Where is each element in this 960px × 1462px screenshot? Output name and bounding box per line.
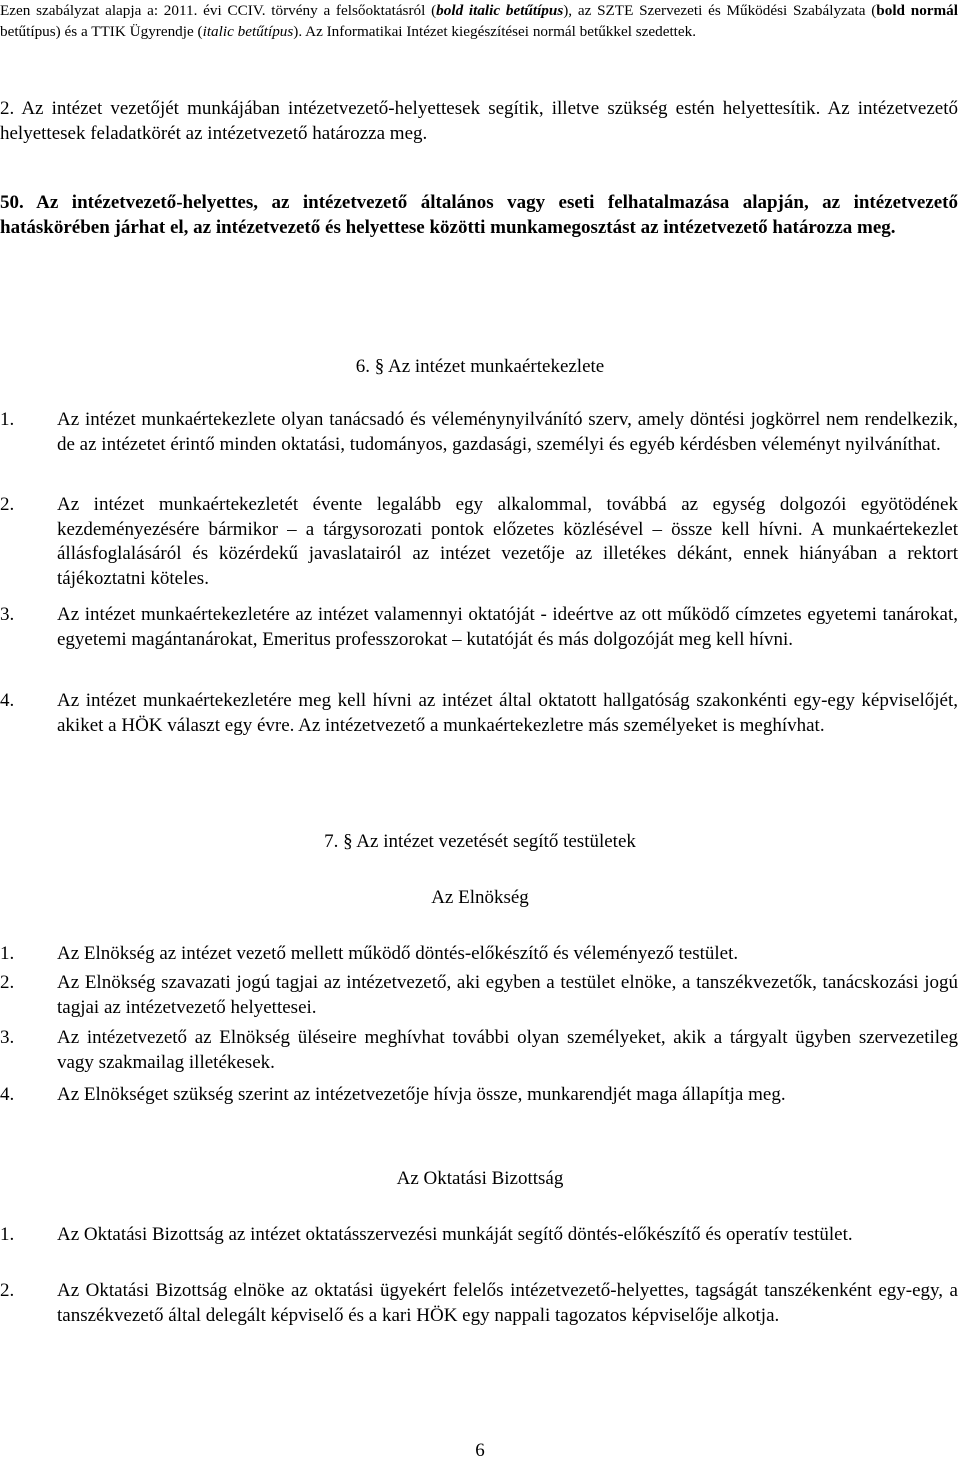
list-item bbox=[0, 1083, 958, 1108]
list-item bbox=[0, 603, 958, 652]
section-6-title: 6. § Az intézet munkaértekezlete bbox=[355, 356, 605, 377]
list-item bbox=[0, 689, 958, 738]
item-number: 1. bbox=[0, 1224, 15, 1245]
paragraph-2: 2. Az intézet vezetőjét munkájában intézetvezető-helyettesek segítik, illetve szükség estén helyettesítik. Az intézetvezető helyettesek feladatkörét az intézetvezető határozza meg. bbox=[0, 98, 958, 144]
item-text: Az Elnökséget szükség szerint az intézetvezetője hívja össze, munkarendjét maga állapítja meg. bbox=[57, 1084, 786, 1105]
paragraph-50: 50. Az intézetvezető-helyettes, az intézetvezető általános vagy eseti felhatalmazása alapján, az intézetvezető hatáskörében járhat el, az intézetvezető és helyettese közötti munkamegosztást az intézetvezető határozza meg. bbox=[0, 192, 958, 238]
list-item bbox=[0, 1223, 958, 1248]
item-number: 3. bbox=[0, 1027, 15, 1048]
item-number: 3. bbox=[0, 604, 15, 625]
item-text: Az intézet munkaértekezletére meg kell hívni az intézet által oktatott hallgatóság szakonkénti egy-egy képviselőjét, akiket a HÖK választ egy évre. Az intézetvezető a munkaértekezletre más személyeket is meghívhat. bbox=[57, 690, 958, 736]
item-text: Az intézetvezető az Elnökség üléseire meghívhat további olyan személyeket, akik a tárgyalt ügyben szervezetileg vagy szakmailag illetékesek. bbox=[57, 1027, 958, 1073]
item-text: Az intézet munkaértekezletét évente legalább egy alkalommal, továbbá az egység dolgozói egyötödének kezdeményezésére bármikor – a tárgysorozati pontok előzetes közlésével – össze kell hívni. A munkaértekezlet állásfoglalásáról és közérdekű javaslatairól az intézet vezetője az illetékes dékánt, ennek hiányában a rektort tájékoztatni köteles. bbox=[57, 494, 958, 589]
item-number: 4. bbox=[0, 690, 15, 711]
item-text: Az Elnökség szavazati jogú tagjai az intézetvezető, aki egyben a testület elnöke, a tanszékvezetők, tanácskozási jogú tagjai az intézetvezető helyettesei. bbox=[57, 972, 958, 1018]
page-header-note bbox=[0, 0, 958, 42]
header-text-1: Ezen szabályzat alapja a: 2011. évi CCIV. törvény a felsőoktatásról ( bbox=[0, 2, 437, 19]
item-number: 2. bbox=[0, 972, 15, 993]
list-item bbox=[0, 408, 958, 457]
item-text: Az Oktatási Bizottság az intézet oktatásszervezési munkáját segítő döntés-előkészítő és operatív testület. bbox=[57, 1224, 853, 1245]
list-item bbox=[0, 942, 958, 967]
item-number: 4. bbox=[0, 1084, 15, 1105]
item-text: Az intézet munkaértekezlete olyan tanácsadó és véleménynyilvánító szerv, amely döntési jogkörrel nem rendelkezik, de az intézetet érintő minden oktatási, tudományos, gazdasági, személyi és egyéb kérdésben véleményt nyilváníthat. bbox=[57, 409, 958, 455]
header-bold-normal: bold normál bbox=[876, 2, 958, 19]
list-item bbox=[0, 1279, 958, 1328]
header-text-3: ), az SZTE Szervezeti és Működési Szabályzata ( bbox=[563, 2, 877, 19]
header-bold-italic: bold italic betűtípus bbox=[436, 2, 564, 19]
item-text: Az Elnökség az intézet vezető mellett működő döntés-előkészítő és véleményező testület. bbox=[57, 943, 739, 964]
header-text-5: betűtípus) és a TTIK Ügyrendje ( bbox=[0, 23, 203, 40]
item-text: Az Oktatási Bizottság elnöke az oktatási ügyekért felelős intézetvezető-helyettes, tagságát tanszékenként egy-egy, a tanszékvezető által delegált képviselő és a kari HÖK egy nappali tagozatos képviselője alkotja. bbox=[57, 1280, 958, 1326]
list-item bbox=[0, 493, 958, 591]
page-number: 6 bbox=[475, 1440, 485, 1461]
item-number: 2. bbox=[0, 1280, 15, 1301]
section-7-title: 7. § Az intézet vezetését segítő testületek bbox=[324, 831, 636, 852]
item-number: 1. bbox=[0, 409, 15, 430]
header-italic: italic betűtípus bbox=[202, 23, 294, 40]
item-number: 2. bbox=[0, 494, 15, 515]
item-text: Az intézet munkaértekezletére az intézet valamennyi oktatóját - ideértve az ott működő címzetes egyetemi tanárokat, egyetemi magántanárokat, Emeritus professzorokat – kutatóját és más dolgozóját meg kell hívni. bbox=[57, 604, 958, 650]
list-item bbox=[0, 971, 958, 1020]
elnokseg-title: Az Elnökség bbox=[431, 887, 529, 908]
item-number: 1. bbox=[0, 943, 15, 964]
oktatasi-bizottsag-title: Az Oktatási Bizottság bbox=[396, 1168, 564, 1189]
list-item bbox=[0, 1026, 958, 1075]
header-text-7: ). Az Informatikai Intézet kiegészítései normál betűkkel szedettek. bbox=[293, 23, 697, 40]
